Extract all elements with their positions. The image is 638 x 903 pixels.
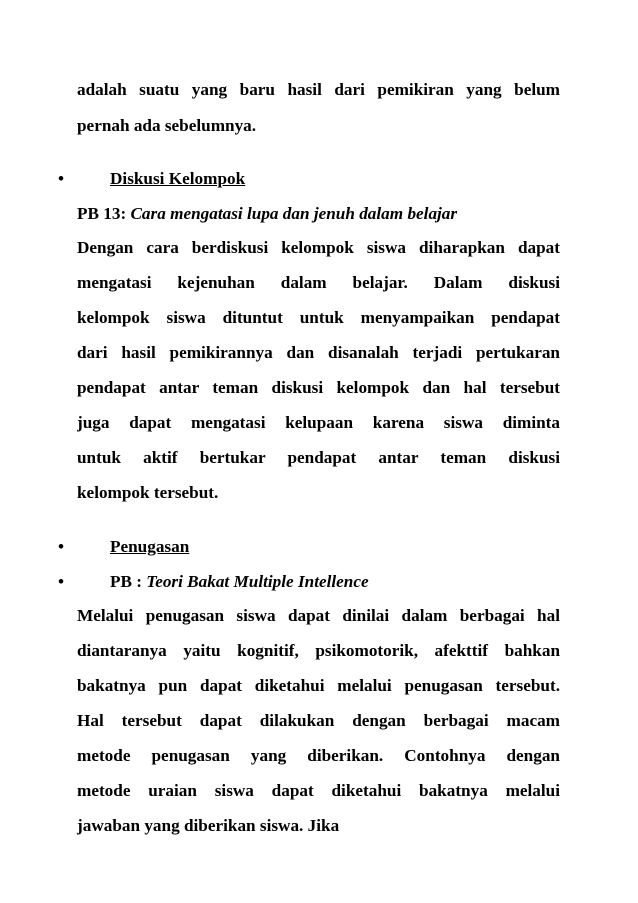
- pb-line: [110, 571, 369, 593]
- paragraph-line: jawaban yang diberikan siswa. Jika: [77, 816, 340, 835]
- paragraph-line: metode uraian siswa dapat diketahui bakatnya melalui: [77, 781, 560, 800]
- paragraph-line: mengatasi kejenuhan dalam belajar. Dalam diskusi: [77, 273, 560, 292]
- paragraph-line: kelompok siswa dituntut untuk menyampaikan pendapat: [77, 308, 560, 327]
- paragraph-line: Dengan cara berdiskusi kelompok siswa diharapkan dapat: [77, 238, 560, 257]
- bullet-icon: •: [58, 572, 65, 591]
- paragraph-line: Melalui penugasan siswa dapat dinilai dalam berbagai hal: [77, 606, 560, 625]
- bullet-icon: •: [58, 169, 65, 188]
- paragraph-line: Hal tersebut dapat dilakukan dengan berbagai macam: [77, 711, 560, 730]
- bullet-icon: •: [58, 537, 65, 556]
- pb-line: [77, 203, 560, 225]
- pb-label: PB 13:: [77, 204, 127, 223]
- pb-label: PB :: [110, 572, 142, 591]
- paragraph-line: untuk aktif bertukar pendapat antar teman diskusi: [77, 448, 560, 467]
- paragraph-line: diantaranya yaitu kognitif, psikomotorik, afekttif bahkan: [77, 641, 560, 660]
- paragraph-line: juga dapat mengatasi kelupaan karena siswa diminta: [77, 413, 560, 432]
- pb-title: Cara mengatasi lupa dan jenuh dalam belajar: [130, 204, 458, 223]
- paragraph-line: bakatnya pun dapat diketahui melalui penugasan tersebut.: [77, 676, 560, 695]
- paragraph-line: kelompok tersebut.: [77, 483, 219, 502]
- paragraph-line: adalah suatu yang baru hasil dari pemikiran yang belum: [77, 80, 560, 99]
- paragraph-line: pernah ada sebelumnya.: [77, 116, 257, 135]
- pb-title: Teori Bakat Multiple Intellence: [146, 572, 369, 591]
- paragraph-line: dari hasil pemikirannya dan disanalah terjadi pertukaran: [77, 343, 560, 362]
- section-heading: Diskusi Kelompok: [110, 169, 246, 188]
- section-heading: Penugasan: [110, 537, 190, 556]
- paragraph-line: pendapat antar teman diskusi kelompok dan hal tersebut: [77, 378, 560, 397]
- paragraph-line: metode penugasan yang diberikan. Contohnya dengan: [77, 746, 560, 765]
